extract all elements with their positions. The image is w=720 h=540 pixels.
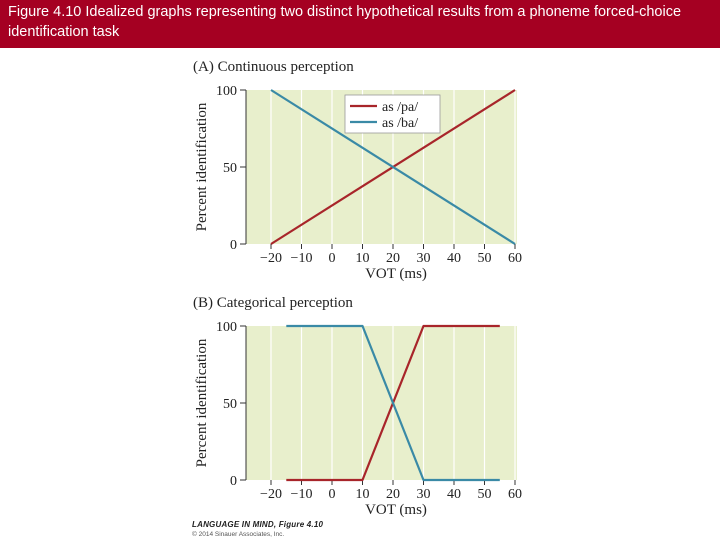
panel-b-title: (B) Categorical perception [193,295,353,311]
panel-b-y-tick-label: 0 [230,474,237,489]
panel-b-x-axis-label: VOT (ms) [365,502,427,518]
panel-b-y-tick-label: 50 [223,397,237,412]
panel-a-x-tick-label: −10 [290,251,313,266]
book-credit: LANGUAGE IN MIND, Figure 4.10 [192,520,324,529]
panel-b-x-tick-label: −20 [260,487,282,502]
panel-b-x-tick-label: 60 [508,487,522,502]
panel-b-x-tick-label: 10 [355,487,370,502]
panel-b-x-tick-label: −10 [290,487,313,502]
panel-a-x-tick-label: 60 [508,251,522,266]
panel-a-legend-label: as /ba/ [382,116,419,131]
panel-b-y-axis-label: Percent identification [194,338,210,468]
panel-b-plot-area [246,326,517,480]
panel-a-title: (A) Continuous perception [193,59,354,75]
panel-a-x-tick-label: 50 [477,251,492,266]
panel-a-x-tick-label: 30 [416,251,431,266]
panel-b-x-tick-label: 0 [328,487,336,502]
panel-a-y-tick-label: 50 [223,161,237,176]
panel-a-x-tick-label: 0 [328,251,336,266]
panel-b-x-tick-label: 20 [386,487,400,502]
panel-a-x-tick-label: 10 [355,251,370,266]
panel-b-y-tick-label: 100 [216,320,237,335]
panel-b-x-tick-label: 40 [447,487,461,502]
panel-a-y-tick-label: 100 [216,84,237,99]
panel-a-x-tick-label: −20 [260,251,282,266]
panel-a-y-axis-label: Percent identification [194,102,210,232]
figure-caption: Figure 4.10 Idealized graphs representing two distinct hypothetical results from a phoneme forced-choice identification task [8,4,682,40]
copyright-notice: © 2014 Sinauer Associates, Inc. [192,531,285,538]
panel-a-x-tick-label: 40 [447,251,461,266]
panel-a-y-tick-label: 0 [230,238,237,253]
panel-a-x-axis-label: VOT (ms) [365,266,427,282]
panel-b-x-tick-label: 30 [416,487,431,502]
panel-a-x-tick-label: 20 [386,251,400,266]
panel-b-x-tick-label: 50 [477,487,492,502]
panel-a-legend-label: as /pa/ [382,100,419,115]
